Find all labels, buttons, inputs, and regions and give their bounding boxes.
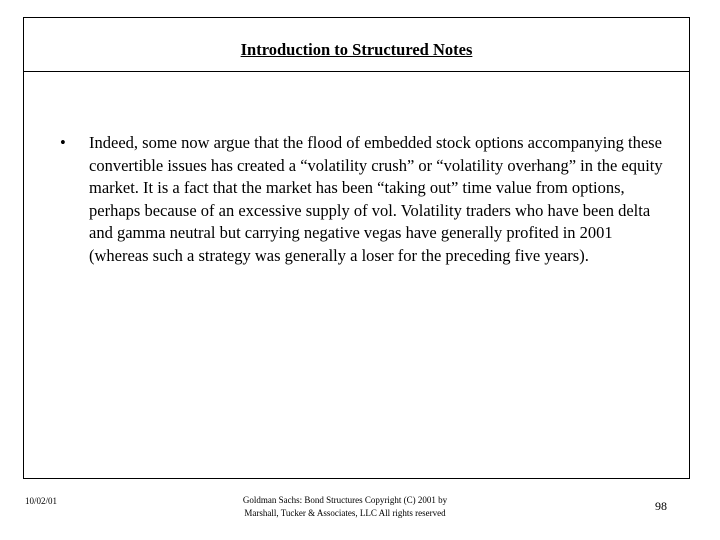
footer-copyright: Goldman Sachs: Bond Structures Copyright (C) 2001 by Marshall, Tucker & Associates, LLC All rights reserved — [242, 495, 448, 518]
slide-title: Introduction to Structured Notes — [240, 40, 473, 59]
bullet-icon: • — [60, 133, 66, 152]
slide-frame — [23, 17, 690, 479]
title-divider — [24, 71, 689, 72]
footer-date: 10/02/01 — [25, 496, 58, 506]
bullet-paragraph: Indeed, some now argue that the flood of embedded stock options accompanying these convertible issues has created a “volatility crush” or “volatility overhang” in the equity market. It is a fact that the market has been “taking out” time value from options, perhaps because of an excessive supply of vol. Volatility traders who have been delta and gamma neutral but carrying negative vegas have generally profited in 2001 (whereas such a strategy was generally a loser for the preceding five years). — [89, 133, 663, 265]
page-number: 98 — [655, 499, 667, 513]
